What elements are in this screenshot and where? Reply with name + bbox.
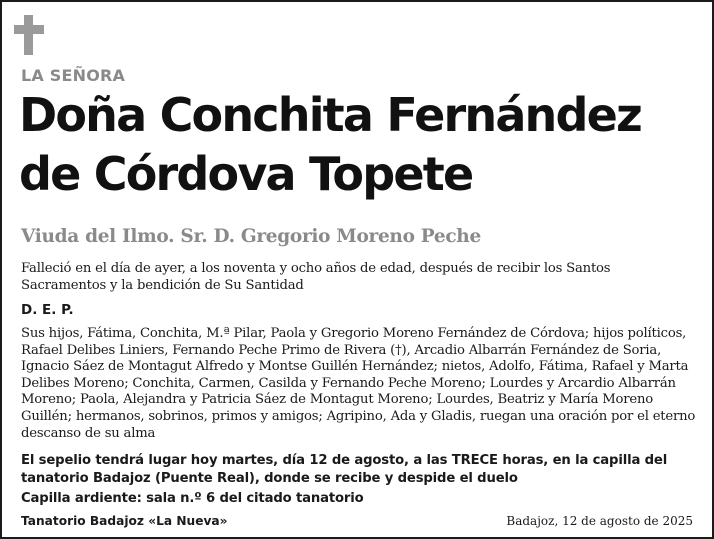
chapel-info: Capilla ardiente: sala n.º 6 del citado tanatorio — [21, 491, 364, 506]
family-list: Sus hijos, Fátima, Conchita, M.ª Pilar, Paola y Gregorio Moreno Fernández de Córdova; hijos políticos, Rafael Delibes Liniers, Fernando Peche Primo de Rivera (†), Arcadio Albarrán Fernández de Soria, Ignacio Sáez de Montagut Alfredo y Montse Guillén Hernández; nietos, Adolfo, Fátima, Rafael y Marta Delibes Moreno; Conchita, Carmen, Casilda y Fernando Peche Moreno; Lourdes y Arcardio Albarrán Moreno; Paola, Alejandra y Patricia Sáez de Montagut Moreno; Lourdes, Beatriz y María Moreno Guillén; hermanos, sobrinos, primos y amigos; Agripino, Ada y Gladis, ruegan una oración por el eterno descanso de su alma — [21, 326, 696, 441]
rest-in-peace: D. E. P. — [21, 302, 74, 318]
latin-cross-icon — [14, 15, 44, 55]
widow-of-line: Viuda del Ilmo. Sr. D. Gregorio Moreno Peche — [21, 226, 481, 247]
funeral-home: Tanatorio Badajoz «La Nueva» — [21, 514, 228, 528]
deceased-name — [19, 86, 709, 204]
deceased-name-line2: de Córdova Topete — [19, 147, 473, 201]
burial-info: El sepelio tendrá lugar hoy martes, día 12 de agosto, a las TRECE horas, en la capilla del tanatorio Badajoz (Puente Real), donde se recibe y despide el duelo — [21, 453, 668, 486]
deceased-name-line1: Doña Conchita Fernández — [19, 88, 642, 142]
title-label: LA SEÑORA — [21, 66, 126, 85]
place-date: Badajoz, 12 de agosto de 2025 — [506, 514, 693, 528]
death-announcement: Falleció en el día de ayer, a los noventa y ocho años de edad, después de recibir los Santos Sacramentos y la bendición de Su Santidad — [21, 261, 611, 293]
